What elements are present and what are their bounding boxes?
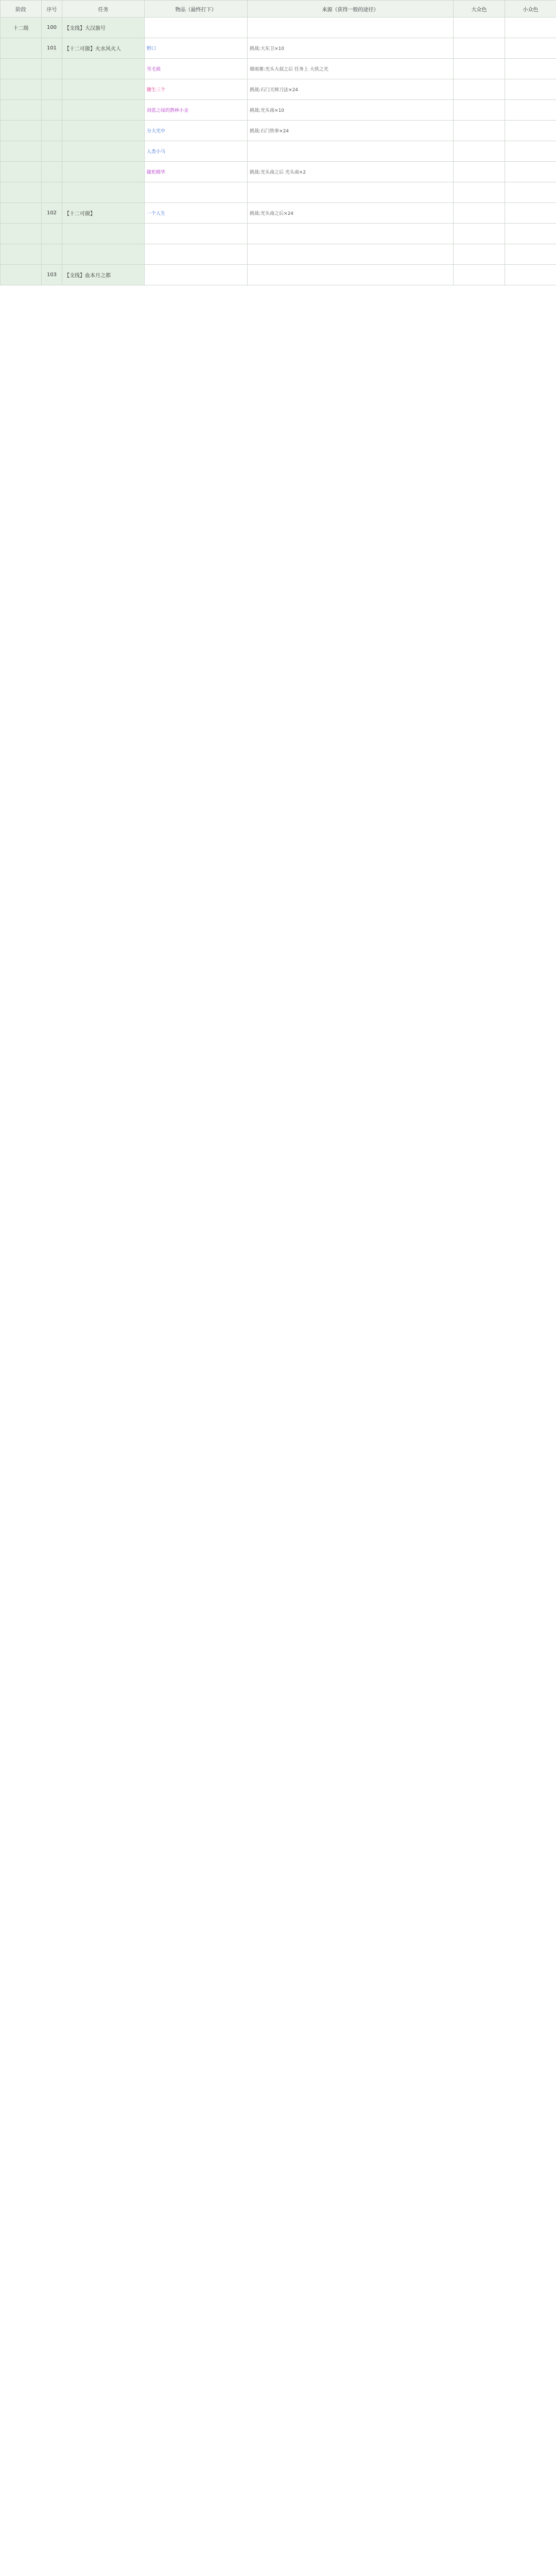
task-cell xyxy=(62,121,145,141)
table-row xyxy=(1,38,556,59)
a-cell xyxy=(454,203,505,224)
b-cell xyxy=(505,182,556,203)
num-cell xyxy=(42,79,62,100)
b-cell xyxy=(505,203,556,224)
col-item: 物品（最终打下） xyxy=(145,1,248,18)
src-cell: 烟雨寨:光头大叔之后 任务上 大侠之光 xyxy=(248,59,454,79)
num-cell xyxy=(42,100,62,121)
num-cell: 102 xyxy=(42,203,62,224)
task-cell: 【支线】血本月之都 xyxy=(62,265,145,285)
table-row xyxy=(1,79,556,100)
stage-cell xyxy=(1,162,42,182)
task-cell xyxy=(62,79,145,100)
a-cell xyxy=(454,141,505,162)
num-cell xyxy=(42,162,62,182)
item-cell: 人类小马 xyxy=(145,141,248,162)
table-row xyxy=(1,100,556,121)
header-row xyxy=(1,1,556,18)
a-cell xyxy=(454,121,505,141)
stage-cell xyxy=(1,244,42,265)
item-cell: 野口 xyxy=(145,38,248,59)
b-cell xyxy=(505,162,556,182)
src-cell xyxy=(248,224,454,244)
stage-cell xyxy=(1,141,42,162)
item-cell xyxy=(145,244,248,265)
num-cell xyxy=(42,121,62,141)
table-body xyxy=(1,18,556,285)
table-row xyxy=(1,182,556,203)
src-cell xyxy=(248,182,454,203)
src-cell: 挑战:光头南×10 xyxy=(248,100,454,121)
src-cell xyxy=(248,141,454,162)
table-row xyxy=(1,121,556,141)
task-cell xyxy=(62,100,145,121)
item-cell: 腰生三个 xyxy=(145,79,248,100)
src-cell: 挑战:石门铁拳×24 xyxy=(248,121,454,141)
num-cell xyxy=(42,59,62,79)
a-cell xyxy=(454,59,505,79)
stage-cell xyxy=(1,265,42,285)
src-cell: 挑战:大东卫×10 xyxy=(248,38,454,59)
src-cell: 挑战:光头南之后×24 xyxy=(248,203,454,224)
table-row xyxy=(1,141,556,162)
task-table xyxy=(0,0,556,285)
item-cell xyxy=(145,224,248,244)
item-cell: 剑蓝之绿的鹊林小金 xyxy=(145,100,248,121)
table-row xyxy=(1,203,556,224)
b-cell xyxy=(505,100,556,121)
a-cell xyxy=(454,100,505,121)
task-cell xyxy=(62,224,145,244)
item-cell xyxy=(145,265,248,285)
stage-cell xyxy=(1,100,42,121)
stage-cell: 十二级 xyxy=(1,18,42,38)
src-cell xyxy=(248,18,454,38)
stage-cell xyxy=(1,38,42,59)
table-row xyxy=(1,244,556,265)
col-b: 小众色 xyxy=(505,1,556,18)
a-cell xyxy=(454,79,505,100)
num-cell: 100 xyxy=(42,18,62,38)
src-cell xyxy=(248,265,454,285)
table-row xyxy=(1,162,556,182)
col-src: 来源（获得一般的途径） xyxy=(248,1,454,18)
b-cell xyxy=(505,141,556,162)
src-cell xyxy=(248,244,454,265)
table-row xyxy=(1,224,556,244)
a-cell xyxy=(454,38,505,59)
table-row xyxy=(1,265,556,285)
b-cell xyxy=(505,59,556,79)
stage-cell xyxy=(1,121,42,141)
col-a: 大众色 xyxy=(454,1,505,18)
src-cell: 挑战:光头南之后 光头南×2 xyxy=(248,162,454,182)
a-cell xyxy=(454,265,505,285)
b-cell xyxy=(505,224,556,244)
item-cell: 雪毛熊 xyxy=(145,59,248,79)
task-cell: 【十二可做】 xyxy=(62,203,145,224)
b-cell xyxy=(505,18,556,38)
num-cell: 103 xyxy=(42,265,62,285)
a-cell xyxy=(454,182,505,203)
task-cell xyxy=(62,182,145,203)
item-cell: 分大光中 xyxy=(145,121,248,141)
table-row xyxy=(1,18,556,38)
num-cell xyxy=(42,244,62,265)
col-stage: 阶段 xyxy=(1,1,42,18)
task-cell xyxy=(62,162,145,182)
task-cell xyxy=(62,244,145,265)
item-cell: 一个人生 xyxy=(145,203,248,224)
num-cell: 101 xyxy=(42,38,62,59)
item-cell: 随机精华 xyxy=(145,162,248,182)
src-cell: 挑战:石门天师刀法×24 xyxy=(248,79,454,100)
stage-cell xyxy=(1,224,42,244)
b-cell xyxy=(505,265,556,285)
b-cell xyxy=(505,79,556,100)
task-cell xyxy=(62,141,145,162)
a-cell xyxy=(454,244,505,265)
stage-cell xyxy=(1,203,42,224)
task-cell xyxy=(62,59,145,79)
a-cell xyxy=(454,18,505,38)
num-cell xyxy=(42,141,62,162)
stage-cell xyxy=(1,59,42,79)
b-cell xyxy=(505,244,556,265)
a-cell xyxy=(454,224,505,244)
table-row xyxy=(1,59,556,79)
b-cell xyxy=(505,121,556,141)
num-cell xyxy=(42,224,62,244)
col-task: 任务 xyxy=(62,1,145,18)
col-num: 序号 xyxy=(42,1,62,18)
stage-cell xyxy=(1,182,42,203)
a-cell xyxy=(454,162,505,182)
task-cell: 【支线】大汉旗号 xyxy=(62,18,145,38)
item-cell xyxy=(145,18,248,38)
task-cell: 【十二可做】火水风火人 xyxy=(62,38,145,59)
b-cell xyxy=(505,38,556,59)
item-cell xyxy=(145,182,248,203)
stage-cell xyxy=(1,79,42,100)
num-cell xyxy=(42,182,62,203)
